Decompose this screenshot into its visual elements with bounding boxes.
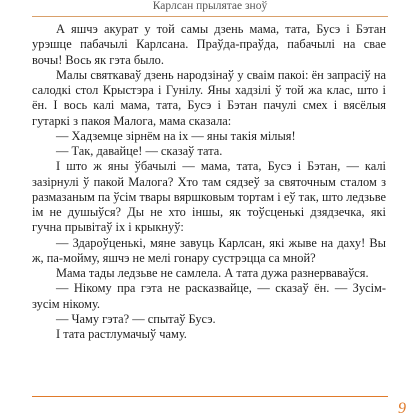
paragraph: А яшчэ акурат у той самы дзень мама, тата, Бусэ і Бэтан урэшце пабачылі Карлсана. Праўда-праўда, пабачылі на свае вочы! Вось як гэта было.: [32, 22, 386, 67]
paragraph: — Нікому пра гэта не расказвайце, — сказаў ён. — Зусім-зусім нікому.: [32, 281, 386, 311]
paragraph: І тата растлумачыў чаму.: [56, 327, 187, 341]
page-number: 9: [398, 400, 406, 417]
header-rule: [32, 16, 388, 17]
paragraph: — Здароўценькі, мяне завуць Карлсан, які жыве на даху! Вы ж, па-мойму, яшчэ не мелі гонару сустрэцца са мной?: [32, 235, 386, 265]
paragraph: Мама тады ледзьве не самлела. А тата дужа разнерваваўся.: [56, 266, 369, 280]
paragraph: — Так, давайце! — сказаў тата.: [56, 144, 223, 158]
paragraph: — Хадземце зірнём на іх — яны такія мілыя!: [56, 128, 296, 143]
paragraph: — Чаму гэта? — спытаў Бусэ.: [56, 311, 216, 326]
paragraph: Малы святкаваў дзень народзінаў у сваім пакоі: ён запрасіў на салодкі стол Крыстэра і Гунілу. Яны хадзілі ў той жа клас, што і ён. І вось калі мама, тата, Бусэ і Бэтан пачулі смех і вясёлыя гутаркі з пакоя Малога, мама сказала:: [32, 67, 386, 128]
page-body: [32, 22, 386, 342]
running-title: Карлсан прылятае зноў: [152, 0, 268, 12]
footer-rule: [32, 396, 388, 397]
paragraph: І што ж яны ўбачылі — мама, тата, Бусэ і Бэтан, — калі зазірнулі ў пакой Малога? Хто там сядзеў за святочным сталом з размазаным па ўсім твары вяршковым тортам і еў так, што ледзьве ім не душыўся? Ды не хто іншы, як тоўсценькі дзядзечка, які гучна прывітаў іх і крыкнуў:: [32, 159, 386, 235]
